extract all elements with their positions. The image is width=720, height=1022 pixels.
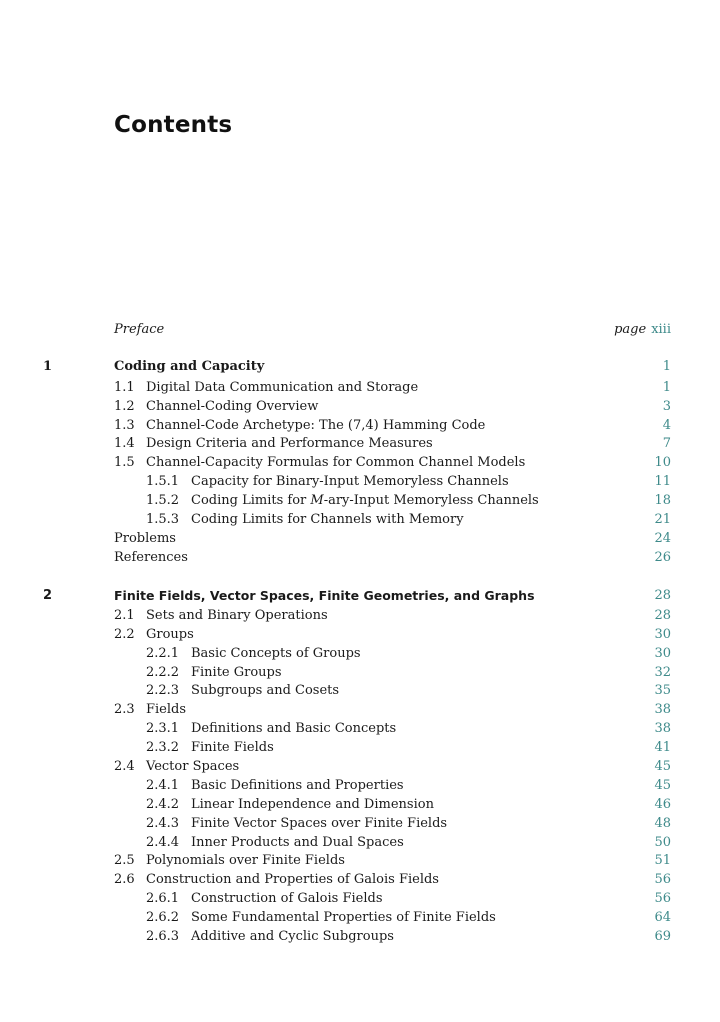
entry-title: Fields xyxy=(146,702,187,717)
toc-entry[interactable] xyxy=(0,834,720,852)
toc-entry[interactable] xyxy=(0,379,720,397)
subsection-number: 2.6.3 xyxy=(146,929,180,944)
entry-title: Sets and Binary Operations xyxy=(146,608,328,623)
toc-entry[interactable] xyxy=(0,796,720,814)
subsection-number: 2.2.1 xyxy=(146,646,180,661)
entry-page: 4 xyxy=(662,418,671,433)
entry-title: Inner Products and Dual Spaces xyxy=(191,835,404,850)
toc-entry[interactable] xyxy=(0,417,720,435)
entry-page: 56 xyxy=(654,872,671,887)
toc-entry[interactable] xyxy=(0,777,720,795)
entry-page: 50 xyxy=(654,835,671,850)
entry-title: Channel-Capacity Formulas for Common Channel Models xyxy=(146,455,526,470)
toc-entry[interactable] xyxy=(0,435,720,453)
entry-title: Problems xyxy=(114,531,176,546)
entry-page: 35 xyxy=(654,683,671,698)
entry-page: 28 xyxy=(654,608,671,623)
chapter-number: 2 xyxy=(43,588,53,603)
subsection-number: 2.6.2 xyxy=(146,910,180,925)
toc-entry[interactable] xyxy=(0,758,720,776)
entry-page: 64 xyxy=(654,910,671,925)
entry-page: 28 xyxy=(654,588,671,603)
entry-title: Construction of Galois Fields xyxy=(191,891,383,906)
entry-page: 69 xyxy=(654,929,671,944)
entry-page: 30 xyxy=(654,627,671,642)
section-number: 1.1 xyxy=(114,380,135,395)
entry-page: 38 xyxy=(654,721,671,736)
subsection-number: 2.3.1 xyxy=(146,721,180,736)
entry-title: Capacity for Binary-Input Memoryless Channels xyxy=(191,474,509,489)
chapter-number: 1 xyxy=(43,359,53,374)
entry-title xyxy=(191,492,539,510)
subsection-number: 2.6.1 xyxy=(146,891,180,906)
toc-entry[interactable] xyxy=(0,645,720,663)
page-label: page xyxy=(614,322,647,337)
section-number: 1.3 xyxy=(114,418,135,433)
toc-entry[interactable] xyxy=(0,607,720,625)
entry-page: 21 xyxy=(654,512,671,527)
section-number: 2.3 xyxy=(114,702,135,717)
subsection-number: 2.4.2 xyxy=(146,797,180,812)
title-part: Coding Limits for xyxy=(191,493,311,508)
subsection-number: 2.3.2 xyxy=(146,740,180,755)
subsection-number: 2.2.3 xyxy=(146,683,180,698)
entry-title: References xyxy=(114,550,188,565)
section-number: 2.6 xyxy=(114,872,135,887)
toc-entry[interactable] xyxy=(0,871,720,889)
entry-title: Polynomials over Finite Fields xyxy=(146,853,345,868)
entry-page: 46 xyxy=(654,797,671,812)
page-title: Contents xyxy=(114,112,233,138)
toc-entry[interactable] xyxy=(0,890,720,908)
entry-title: Some Fundamental Properties of Finite Fields xyxy=(191,910,496,925)
page-number: xiii xyxy=(651,322,671,337)
section-number: 2.2 xyxy=(114,627,135,642)
toc-entry[interactable] xyxy=(0,626,720,644)
entry-title: Linear Independence and Dimension xyxy=(191,797,434,812)
section-number: 1.5 xyxy=(114,455,135,470)
toc-entry-problems[interactable] xyxy=(0,530,720,548)
entry-page: 41 xyxy=(654,740,671,755)
entry-title: Finite Groups xyxy=(191,665,282,680)
toc-entry[interactable] xyxy=(0,511,720,529)
toc-entry-references[interactable] xyxy=(0,549,720,567)
subsection-number: 1.5.1 xyxy=(146,474,180,489)
entry-title: Groups xyxy=(146,627,194,642)
entry-title: Design Criteria and Performance Measures xyxy=(146,436,433,451)
toc-entry[interactable] xyxy=(0,398,720,416)
subsection-number: 2.4.4 xyxy=(146,835,180,850)
subsection-number: 2.4.3 xyxy=(146,816,180,831)
toc-entry[interactable] xyxy=(0,664,720,682)
entry-page: 11 xyxy=(654,474,671,489)
entry-title: Basic Concepts of Groups xyxy=(191,646,361,661)
subsection-number: 1.5.2 xyxy=(146,493,180,508)
entry-page: 26 xyxy=(654,550,671,565)
chapter-title: Finite Fields, Vector Spaces, Finite Geometries, and Graphs xyxy=(114,588,535,603)
entry-page: 30 xyxy=(654,646,671,661)
toc-entry[interactable] xyxy=(0,682,720,700)
entry-page: 18 xyxy=(654,493,671,508)
title-part: -ary-Input Memoryless Channels xyxy=(323,493,539,508)
entry-title: Subgroups and Cosets xyxy=(191,683,340,698)
entry-title: Channel-Coding Overview xyxy=(146,399,319,414)
entry-page: 51 xyxy=(654,853,671,868)
entry-title: Digital Data Communication and Storage xyxy=(146,380,419,395)
toc-entry-preface[interactable] xyxy=(0,321,720,339)
entry-title: Definitions and Basic Concepts xyxy=(191,721,397,736)
toc-entry[interactable] xyxy=(0,454,720,472)
entry-title: Preface xyxy=(114,322,165,337)
subsection-number: 2.2.2 xyxy=(146,665,180,680)
toc-entry[interactable] xyxy=(0,739,720,757)
entry-page: 24 xyxy=(654,531,671,546)
entry-title: Additive and Cyclic Subgroups xyxy=(191,929,394,944)
entry-page: 3 xyxy=(662,399,671,414)
entry-page: 1 xyxy=(662,359,671,374)
entry-page xyxy=(614,321,671,339)
section-number: 2.5 xyxy=(114,853,135,868)
section-number: 2.1 xyxy=(114,608,135,623)
entry-title: Vector Spaces xyxy=(146,759,240,774)
entry-page: 32 xyxy=(654,665,671,680)
toc-chapter-1[interactable] xyxy=(0,358,720,376)
chapter-title: Coding and Capacity xyxy=(114,359,265,374)
entry-title: Basic Definitions and Properties xyxy=(191,778,404,793)
entry-page: 56 xyxy=(654,891,671,906)
toc-entry[interactable] xyxy=(0,701,720,719)
toc-entry[interactable] xyxy=(0,852,720,870)
toc-entry[interactable] xyxy=(0,909,720,927)
entry-title: Finite Vector Spaces over Finite Fields xyxy=(191,816,448,831)
toc-entry[interactable] xyxy=(0,928,720,946)
toc-entry[interactable] xyxy=(0,492,720,510)
entry-page: 10 xyxy=(654,455,671,470)
entry-page: 45 xyxy=(654,759,671,774)
section-number: 1.2 xyxy=(114,399,135,414)
entry-page: 45 xyxy=(654,778,671,793)
toc-entry[interactable] xyxy=(0,720,720,738)
entry-page: 1 xyxy=(662,380,671,395)
toc-entry[interactable] xyxy=(0,473,720,491)
section-number: 1.4 xyxy=(114,436,135,451)
entry-page: 48 xyxy=(654,816,671,831)
entry-title: Coding Limits for Channels with Memory xyxy=(191,512,464,527)
entry-title: Construction and Properties of Galois Fields xyxy=(146,872,439,887)
entry-title: Finite Fields xyxy=(191,740,274,755)
toc-entry[interactable] xyxy=(0,815,720,833)
toc-chapter-2[interactable] xyxy=(0,587,720,605)
math-variable: M xyxy=(310,493,324,508)
subsection-number: 2.4.1 xyxy=(146,778,180,793)
entry-title: Channel-Code Archetype: The (7,4) Hamming Code xyxy=(146,418,486,433)
entry-page: 7 xyxy=(662,436,671,451)
subsection-number: 1.5.3 xyxy=(146,512,180,527)
entry-page: 38 xyxy=(654,702,671,717)
section-number: 2.4 xyxy=(114,759,135,774)
